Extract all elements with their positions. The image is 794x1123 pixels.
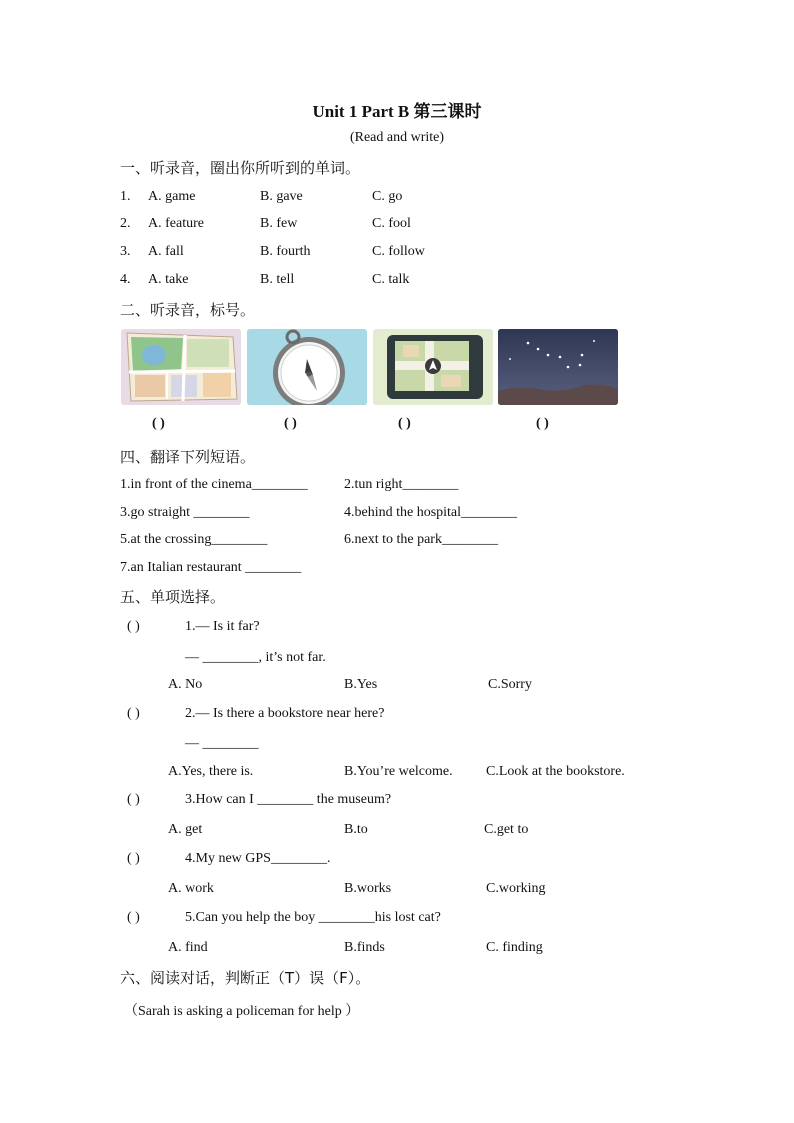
- section5-heading: 五、单项选择。: [120, 588, 226, 606]
- question-text: 4.My new GPS________.: [185, 851, 331, 866]
- question-text: 1.— Is it far?: [185, 619, 260, 634]
- page-subtitle: (Read and write): [349, 130, 445, 145]
- item-number: 4.: [120, 272, 131, 287]
- section6-note: （Sarah is asking a policeman for help ）: [124, 1004, 360, 1019]
- question-text: 3.How can I ________ the museum?: [185, 792, 392, 807]
- answer-bracket-2[interactable]: ( ): [284, 416, 297, 431]
- section1-heading: 一、听录音，圈出你所听到的单词。: [120, 159, 361, 177]
- option-b: B.finds: [344, 940, 385, 955]
- phrase-item: 3.go straight ________: [120, 505, 250, 520]
- option-c: C.working: [486, 881, 546, 896]
- question-text: 2.— Is there a bookstore near here?: [185, 706, 385, 721]
- phrase-item: 5.at the crossing________: [120, 532, 268, 547]
- phrase-item: 1.in front of the cinema________: [120, 477, 308, 492]
- option-a: A. get: [168, 822, 203, 837]
- option-b: B. fourth: [260, 244, 311, 259]
- option-c: C. finding: [486, 940, 543, 955]
- option-c: C.get to: [484, 822, 529, 837]
- phrase-item: 2.tun right________: [344, 477, 459, 492]
- question-text: 5.Can you help the boy ________his lost cat?: [185, 910, 441, 925]
- night-sky-picture: [498, 329, 618, 405]
- phrase-item: 7.an Italian restaurant ________: [120, 560, 302, 575]
- option-a: A. work: [168, 881, 214, 896]
- item-number: 3.: [120, 244, 131, 259]
- option-a: A.Yes, there is.: [168, 764, 254, 779]
- option-b: B.You’re welcome.: [344, 764, 453, 779]
- section6-heading: 六、阅读对话，判断正（T）误（F）。: [120, 969, 371, 987]
- item-number: 1.: [120, 189, 131, 204]
- option-b: B. tell: [260, 272, 295, 287]
- option-c: C. fool: [372, 216, 411, 231]
- option-c: C. talk: [372, 272, 410, 287]
- option-a: A. feature: [148, 216, 204, 231]
- answer-bracket[interactable]: ( ): [127, 851, 140, 866]
- option-b: B.works: [344, 881, 392, 896]
- answer-bracket[interactable]: ( ): [127, 910, 140, 925]
- answer-bracket[interactable]: ( ): [127, 792, 140, 807]
- option-a: A. No: [168, 677, 203, 692]
- item-number: 2.: [120, 216, 131, 231]
- option-c: C.Look at the bookstore.: [486, 764, 625, 779]
- answer-bracket-1[interactable]: ( ): [152, 416, 165, 431]
- option-c: C.Sorry: [488, 677, 532, 692]
- question-reply: — ________: [185, 736, 259, 751]
- compass-picture: [247, 329, 367, 405]
- question-reply: — ________, it’s not far.: [185, 650, 326, 665]
- option-b: B.Yes: [344, 677, 378, 692]
- phrase-item: 6.next to the park________: [344, 532, 498, 547]
- option-b: B.to: [344, 822, 368, 837]
- answer-bracket[interactable]: ( ): [127, 706, 140, 721]
- section4-heading: 四、翻译下列短语。: [120, 448, 256, 466]
- option-a: A. find: [168, 940, 208, 955]
- option-c: C. follow: [372, 244, 425, 259]
- phrase-item: 4.behind the hospital________: [344, 505, 518, 520]
- answer-bracket-3[interactable]: ( ): [398, 416, 411, 431]
- option-a: A. game: [148, 189, 196, 204]
- map-picture: [121, 329, 241, 405]
- option-b: B. gave: [260, 189, 303, 204]
- answer-bracket-4[interactable]: ( ): [536, 416, 549, 431]
- section2-heading: 二、听录音，标号。: [120, 301, 256, 319]
- answer-bracket[interactable]: ( ): [127, 619, 140, 634]
- option-b: B. few: [260, 216, 298, 231]
- gps-picture: [373, 329, 493, 405]
- option-a: A. fall: [148, 244, 184, 259]
- page-title: Unit 1 Part B 第三课时: [312, 102, 482, 121]
- option-c: C. go: [372, 189, 403, 204]
- option-a: A. take: [148, 272, 189, 287]
